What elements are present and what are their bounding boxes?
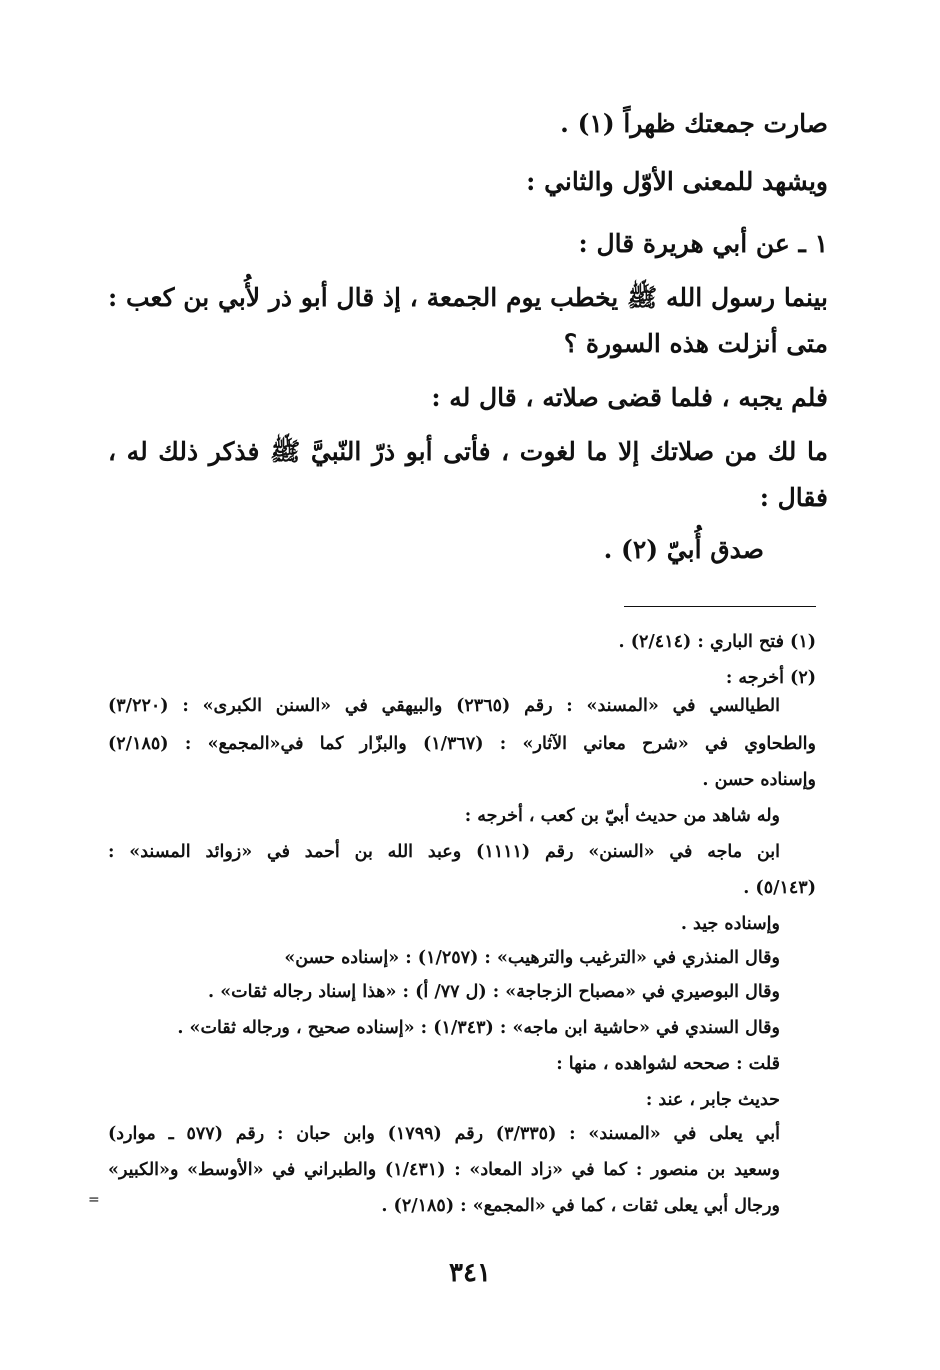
main-text-line: صارت جمعتك ظهراً (١) . (560, 109, 828, 138)
main-text-line: فلم يجبه ، فلما قضى صلاته ، قال له : (431, 383, 828, 412)
footnote-line: وقال البوصيري في «مصباح الزجاجة» : (ل ٧٧/ أ) : «هذا إسناد رجاله ثقات» . (208, 982, 780, 1002)
footnote-line: (١) فتح الباري : (٢/٤١٤) . (618, 632, 816, 652)
footnote-line: وله شاهد من حديث أبيّ بن كعب ، أخرجه : (464, 806, 780, 826)
footnote-line: الطيالسي في «المسند» : رقم (٢٣٦٥) والبيهقي في «السنن الكبرى» : (٣/٢٢٠) (108, 696, 781, 716)
main-text-line: فقال : (759, 483, 828, 512)
footnote-line: ورجال أبي يعلى ثقات ، كما في «المجمع» : (٢/١٨٥) . (381, 1196, 780, 1216)
footnote-line: وسعيد بن منصور : كما في «زاد المعاد» : (١/٤٣١) والطبراني في «الأوسط» و«الكبير» (108, 1160, 780, 1180)
footnote-line: وقال المنذري في «الترغيب والترهيب» : (١/٢٥٧) : «إسناده حسن» (284, 948, 780, 968)
main-text-line: ما لك من صلاتك إلا ما لغوت ، فأتى أبو ذرّ النّبيَّ ﷺ فذكر ذلك له ، (108, 437, 828, 466)
main-text-line: بينما رسول الله ﷺ يخطب يوم الجمعة ، إذ قال أبو ذر لأُبي بن كعب : (108, 283, 828, 312)
main-text-line: ١ ـ عن أبي هريرة قال : (578, 229, 828, 258)
main-text-line: متى أنزلت هذه السورة ؟ (563, 329, 828, 358)
footnote-line: حديث جابر ، عند : (645, 1090, 780, 1110)
page-number: ٣٤١ (449, 1258, 491, 1288)
footnote-line: وإسناده حسن . (702, 770, 816, 790)
footnote-line: أبي يعلى في «المسند» : (٣/٣٣٥) رقم (١٧٩٩) وابن حبان : رقم (٥٧٧ ـ موارد) (108, 1124, 780, 1144)
footnote-line: وإسناده جيد . (680, 914, 780, 934)
main-text-line: صدق أُبيّ (٢) . (603, 535, 764, 564)
footnote-line: (٥/١٤٣) . (743, 878, 816, 898)
footnote-separator (624, 606, 816, 607)
footnote-line: قلت : صححه لشواهده ، منها : (556, 1054, 780, 1074)
footnote-line: (٢) أخرجه : (725, 668, 816, 688)
footnote-line: ابن ماجه في «السنن» رقم (١١١١) وعبد الله بن أحمد في «زوائد المسند» : (108, 842, 781, 862)
main-text-line: ويشهد للمعنى الأوّل والثاني : (526, 167, 828, 196)
footnote-line: والطحاوي في «شرح معاني الآثار» : (١/٣٦٧) والبزّار كما في«المجمع» : (٢/١٨٥) (108, 734, 816, 754)
margin-mark: = (88, 1192, 100, 1208)
footnote-line: وقال السندي في «حاشية ابن ماجه» : (١/٣٤٣) : «إسناده صحيح ، ورجاله ثقات» . (177, 1018, 780, 1038)
